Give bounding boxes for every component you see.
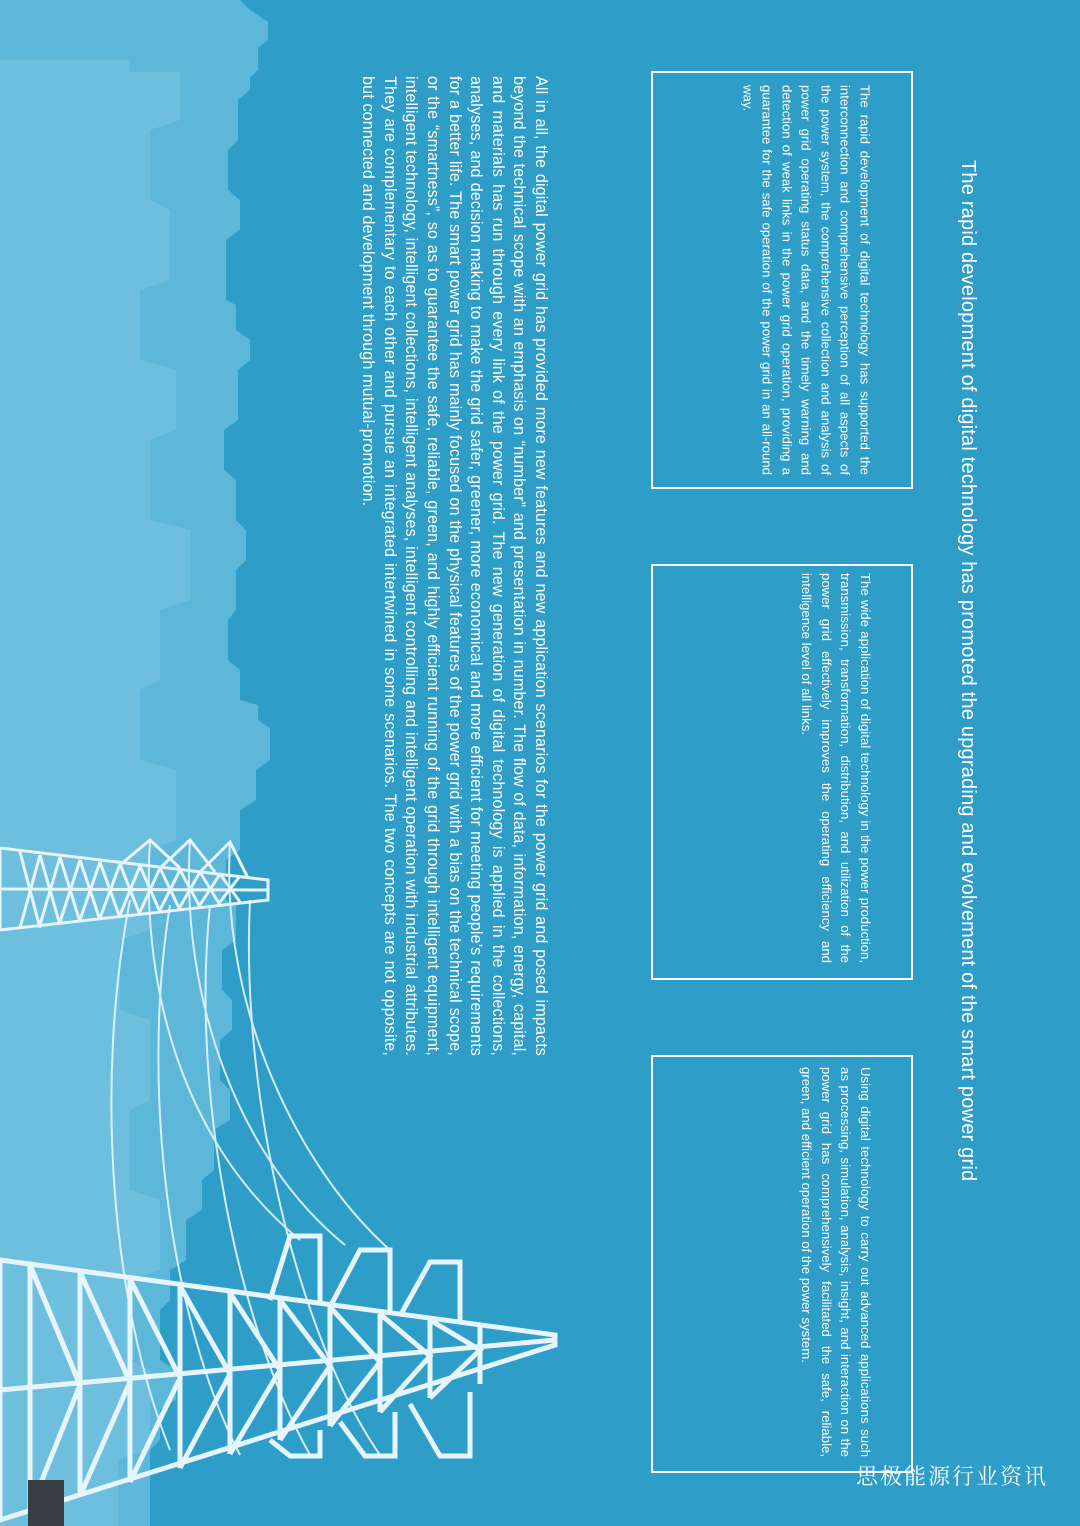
info-card-text-1: The rapid development of digital technology has supported the interconnection and comprehensive perception of all aspects of the power system, the comprehensive collection and analysis of power grid operating status data, and the timely warning and detection of weak links in the power grid operation, providing a guarantee for the safe operation of the power grid in an all-round way.: [740, 85, 873, 475]
watermark-text: 思极能源行业资讯: [856, 1464, 1049, 1489]
page-corner-tab: [28, 1480, 64, 1526]
body-paragraph: All in all, the digital power grid has provided more new features and new application scenarios for the power grid and posed impacts beyond the technical scope with an emphasis on “number” and presentation in number. The flow of data, information, energy, capital, and materials has run through every link of the power grid. The new generation of digital technology is applied in the collections, analyses, and decision making to make the grid safer, greener, more economical and more efficient for meeting people’s requirements for a better life. The smart power grid has mainly focused on the physical features of the power grid with a bias on the technical scope, or the “smartness”, so as to guarantee the safe, reliable, green, and highly efficient running of the grid through intelligent equipment, intelligent technology, intelligent collections, intelligent analyses, intelligent controlling and intelligent operation with industrial attributes. They are complementary to each other and pursue an integrated intertwined in some scenarios. The two concepts are not opposite, but connected and development through mutual-promotion.: [359, 76, 551, 1056]
wechat-watermark-icon: [856, 1462, 1049, 1492]
info-card-text-3: Using digital technology to carry out advanced applications such as processing, simulation, analysis, insight, and interaction on the power grid has comprehensively facilitated the safe, reliable, green, and efficient operation of the power system.: [799, 1067, 873, 1457]
info-card-text-2: The wide application of digital technology in the power production, transmission, transformation, distribution, and utilization of the power grid effectively improves the operating efficiency and intelligence level of all links.: [799, 573, 873, 963]
page-heading: The rapid development of digital technology has promoted the upgrading and evolvement of the smart power grid: [957, 160, 979, 1182]
